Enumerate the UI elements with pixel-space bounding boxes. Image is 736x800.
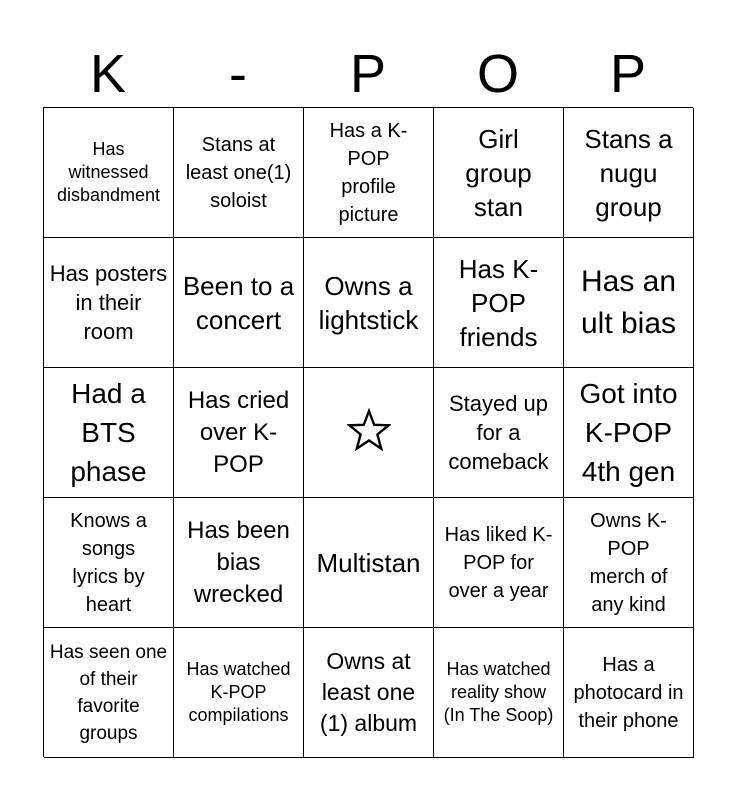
bingo-cell[interactable]: [434, 498, 564, 628]
cell-text: Stans a nugu group: [584, 123, 673, 222]
cell-text: Stans at least one(1) soloist: [185, 133, 292, 212]
cell-text: Owns a lightstick: [318, 270, 419, 335]
bingo-cell[interactable]: [564, 108, 694, 238]
bingo-cell[interactable]: [44, 498, 174, 628]
bingo-cell[interactable]: [434, 368, 564, 498]
bingo-cell[interactable]: [564, 628, 694, 758]
bingo-cell[interactable]: [304, 108, 434, 238]
header-letter-o: O: [476, 44, 519, 104]
bingo-header: [43, 40, 693, 108]
cell-text: Owns K-POP merch of any kind: [589, 509, 668, 616]
cell-text: Knows a songs lyrics by heart: [70, 509, 147, 616]
bingo-board: [43, 107, 693, 757]
bingo-cell[interactable]: [564, 498, 694, 628]
cell-text: Has a K-POP profile picture: [329, 119, 408, 226]
cell-text: Girl group stan: [465, 123, 532, 222]
cell-text: Stayed up for a comeback: [448, 391, 549, 474]
star-outline-icon: [347, 408, 391, 457]
bingo-cell[interactable]: [174, 628, 304, 758]
bingo-cell[interactable]: [44, 108, 174, 238]
bingo-cell[interactable]: [174, 108, 304, 238]
cell-text: Has K-POP friends: [458, 253, 539, 352]
bingo-cell[interactable]: [174, 498, 304, 628]
bingo-cell[interactable]: [564, 238, 694, 368]
bingo-cell[interactable]: [434, 628, 564, 758]
bingo-cell[interactable]: [304, 628, 434, 758]
cell-text: Has posters in their room: [49, 261, 168, 344]
cell-text: Has a photocard in their phone: [573, 653, 684, 732]
bingo-cell[interactable]: [44, 238, 174, 368]
cell-text: Has an ult bias: [580, 264, 677, 340]
cell-text: Multistan: [316, 547, 421, 578]
bingo-cell[interactable]: [564, 368, 694, 498]
cell-text: Has seen one of their favorite groups: [49, 641, 168, 744]
bingo-cell[interactable]: [44, 628, 174, 758]
bingo-cell[interactable]: [434, 108, 564, 238]
free-space-cell[interactable]: [304, 368, 434, 498]
header-letter-p: P: [349, 44, 387, 104]
bingo-cell[interactable]: [304, 498, 434, 628]
header-letter-k: K: [89, 44, 127, 104]
cell-text: Been to a concert: [182, 270, 295, 335]
bingo-cell[interactable]: [304, 238, 434, 368]
cell-text: Has cried over K-POP: [187, 386, 290, 478]
bingo-cell[interactable]: [434, 238, 564, 368]
bingo-cell[interactable]: [174, 238, 304, 368]
bingo-cell[interactable]: [44, 368, 174, 498]
cell-text: Has watched K-POP compilations: [186, 659, 291, 725]
header-letter-p-2: P: [609, 44, 647, 104]
header-letter-dash: -: [229, 44, 247, 104]
cell-text: Has liked K-POP for over a year: [444, 523, 553, 602]
cell-text: Has been bias wrecked: [187, 516, 290, 608]
cell-text: Owns at least one (1) album: [319, 648, 418, 736]
cell-text: Has witnessed disbandment: [56, 139, 161, 205]
cell-text: Got into K-POP 4th gen: [579, 378, 678, 487]
cell-text: Had a BTS phase: [70, 378, 147, 487]
bingo-cell[interactable]: [174, 368, 304, 498]
cell-text: Has watched reality show (In The Soop): [443, 659, 554, 725]
